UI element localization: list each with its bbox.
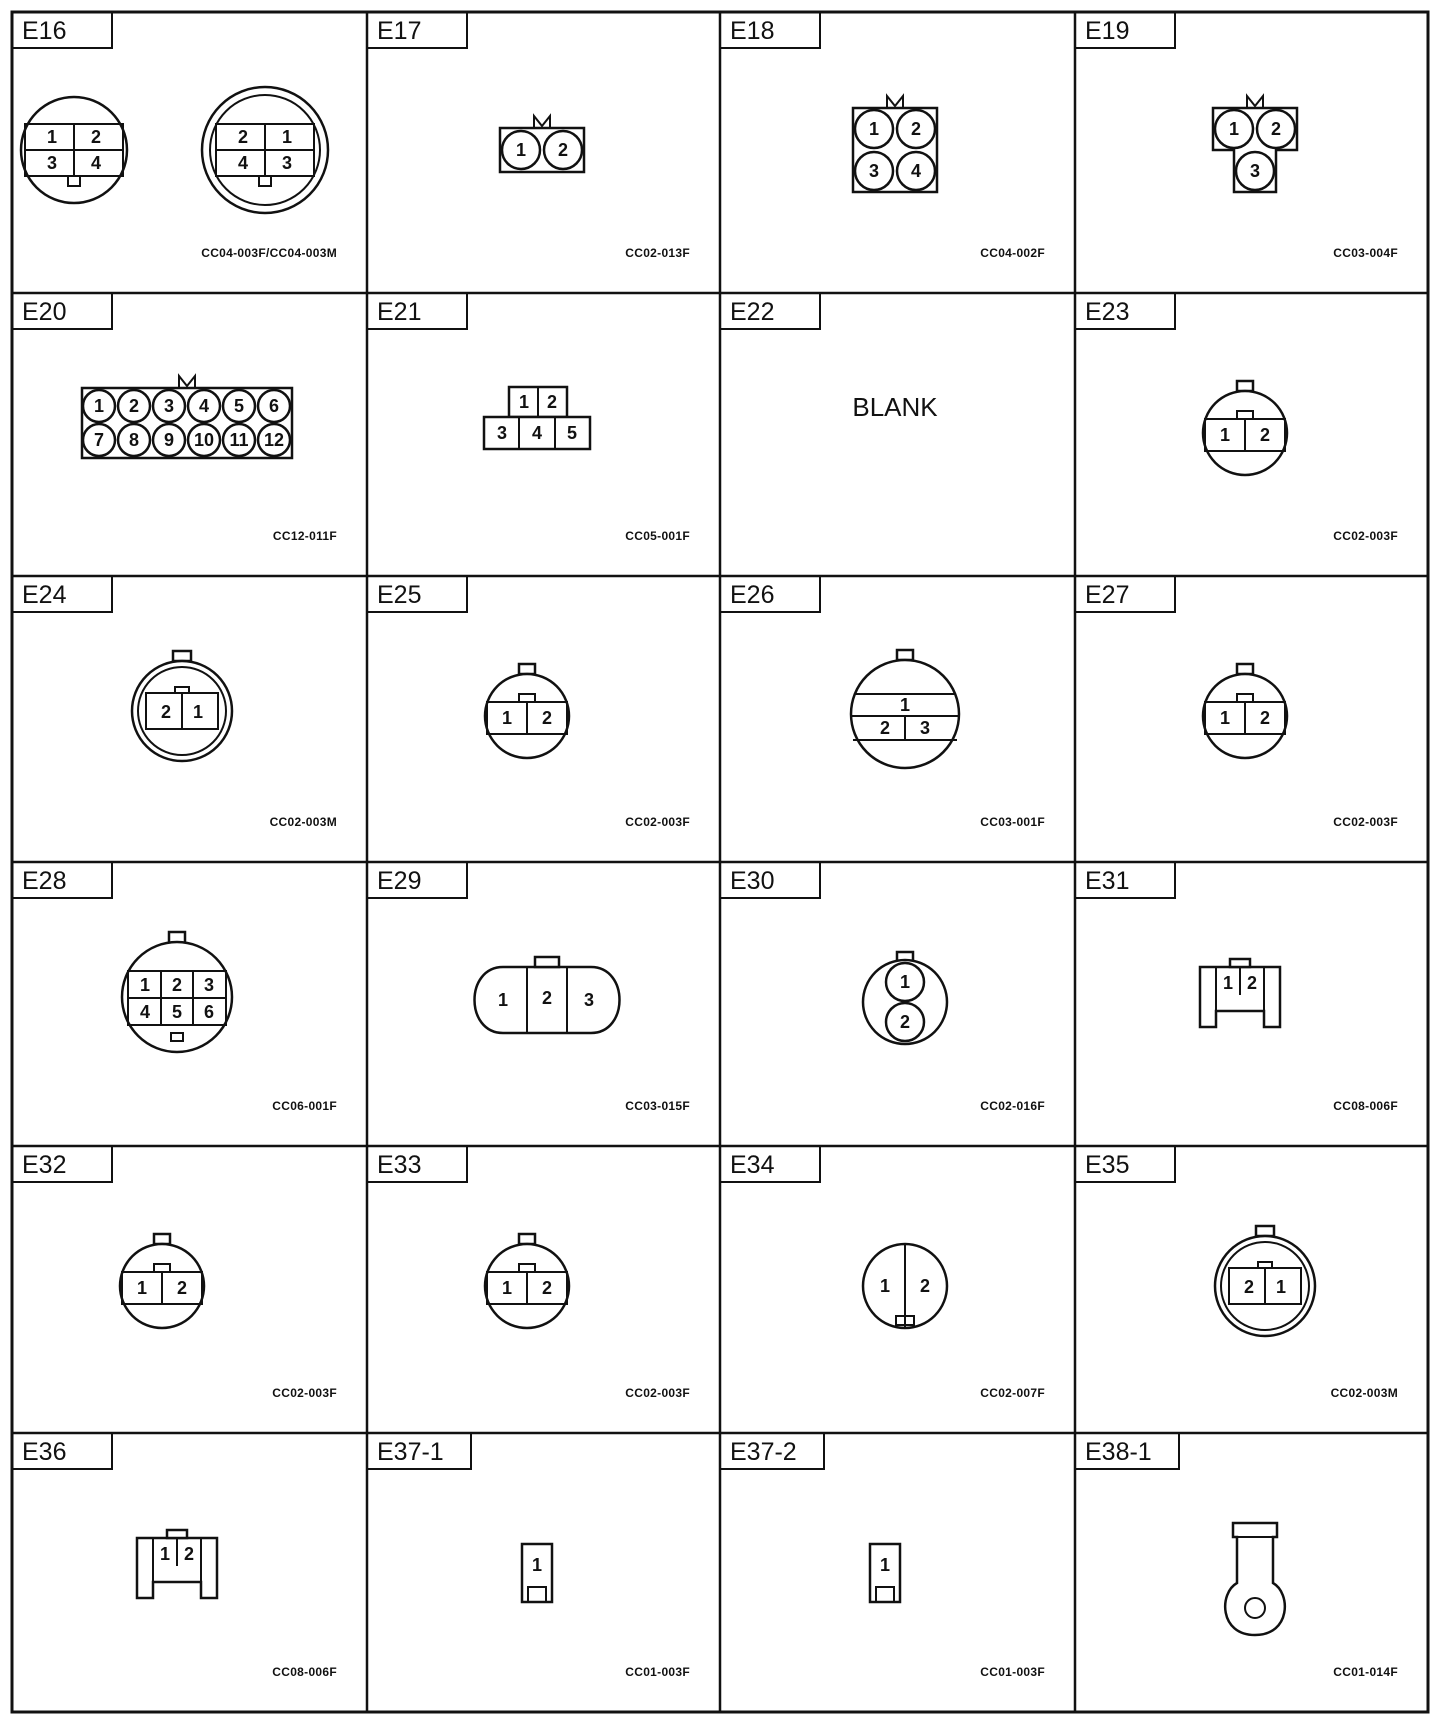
connector-part-code: CC02-003F xyxy=(272,1386,337,1400)
pin-label: 1 xyxy=(281,127,293,147)
pin-label: 1 xyxy=(1222,973,1234,993)
pin-label: 3 xyxy=(583,990,595,1010)
pin-label: 5 xyxy=(566,423,578,443)
connector-id: E33 xyxy=(377,1151,422,1179)
connector-cell xyxy=(720,1433,1045,1679)
latch-mark xyxy=(534,116,550,128)
pin-label: 1 xyxy=(531,1555,543,1575)
connector-part-code: CC03-015F xyxy=(625,1099,690,1113)
connector-id: E37-2 xyxy=(730,1438,797,1466)
connector-cell xyxy=(12,862,337,1113)
pin-label: 1 xyxy=(1228,119,1240,139)
connector-part-code: CC02-003M xyxy=(1330,1386,1398,1400)
latch-tab xyxy=(1237,381,1253,391)
pin-label: 2 xyxy=(183,1544,195,1564)
pin-label: 2 xyxy=(546,392,558,412)
pin-label: 2 xyxy=(90,127,102,147)
pin-label: 2 xyxy=(541,708,553,728)
pin-label: 5 xyxy=(233,396,245,416)
connector-id: E16 xyxy=(22,17,67,45)
connector-id: E23 xyxy=(1085,298,1130,326)
pin-label: 2 xyxy=(879,718,891,738)
pin-label: 4 xyxy=(237,153,249,173)
connector-id: E17 xyxy=(377,17,422,45)
pin-label: 1 xyxy=(192,702,204,722)
pin-label: 1 xyxy=(868,119,880,139)
connector-part-code: CC03-001F xyxy=(980,815,1045,829)
connector-id: E20 xyxy=(22,298,67,326)
connector-face-diagram xyxy=(1215,1226,1315,1336)
connector-id: E19 xyxy=(1085,17,1130,45)
connector-cell xyxy=(1075,1433,1398,1679)
pin-label: 1 xyxy=(497,990,509,1010)
latch-tab xyxy=(1230,959,1250,967)
latch-tab xyxy=(535,957,559,967)
connector-face-diagram xyxy=(853,96,937,192)
pin-label: 9 xyxy=(163,430,175,450)
pin-label: 4 xyxy=(910,161,922,181)
connector-cell xyxy=(12,1146,337,1400)
connector-part-code: CC04-003F/CC04-003M xyxy=(201,246,337,260)
connector-face-diagram xyxy=(522,1544,552,1602)
connector-face-diagram xyxy=(851,650,959,768)
latch-tab xyxy=(167,1530,187,1538)
connector-id: E25 xyxy=(377,581,422,609)
latch-tab xyxy=(897,650,913,660)
pin-label: 5 xyxy=(171,1002,183,1022)
connector-face-diagram xyxy=(1203,381,1287,475)
connector-cell xyxy=(720,293,938,422)
connector-part-code: CC02-003F xyxy=(625,815,690,829)
pin-label: 1 xyxy=(1219,708,1231,728)
pin-label: 3 xyxy=(46,153,58,173)
connector-face-diagram xyxy=(485,1234,569,1328)
pin-label: 2 xyxy=(910,119,922,139)
connector-part-code: CC03-004F xyxy=(1333,246,1398,260)
pin-label: 3 xyxy=(281,153,293,173)
latch-tab xyxy=(1237,664,1253,674)
pin-label: 4 xyxy=(90,153,102,173)
connector-face-diagram xyxy=(1203,664,1287,758)
latch-mark xyxy=(887,96,903,108)
connector-cell xyxy=(12,1433,337,1679)
connector-cell xyxy=(12,12,337,260)
connector-part-code: CC01-014F xyxy=(1333,1665,1398,1679)
pin-label: 1 xyxy=(159,1544,171,1564)
latch-tab xyxy=(154,1234,170,1244)
pin-label: 1 xyxy=(139,975,151,995)
connector-face-diagram xyxy=(21,87,328,213)
pin-label: 1 xyxy=(501,1278,513,1298)
connector-cell xyxy=(720,862,1045,1113)
connector-part-code: CC01-003F xyxy=(625,1665,690,1679)
connector-part-code: CC08-006F xyxy=(1333,1099,1398,1113)
pin-label: 2 xyxy=(237,127,249,147)
blank-label: BLANK xyxy=(852,392,938,422)
connector-part-code: CC02-013F xyxy=(625,246,690,260)
pin-label: 1 xyxy=(1219,425,1231,445)
latch-mark xyxy=(1247,96,1263,108)
connector-part-code: CC05-001F xyxy=(625,529,690,543)
connector-cell xyxy=(720,1146,1045,1400)
connector-cell xyxy=(1075,12,1398,260)
connector-part-code: CC02-003F xyxy=(625,1386,690,1400)
connector-cell xyxy=(367,12,690,260)
latch-tab xyxy=(519,664,535,674)
connector-face-diagram xyxy=(485,664,569,758)
pin-label: 1 xyxy=(518,392,530,412)
connector-id: E31 xyxy=(1085,867,1130,895)
connector-part-code: CC02-007F xyxy=(980,1386,1045,1400)
connector-id: E18 xyxy=(730,17,775,45)
connector-part-code: CC12-011F xyxy=(272,529,337,543)
pin-label: 2 xyxy=(1259,708,1271,728)
pin-label: 2 xyxy=(176,1278,188,1298)
connector-id: E38-1 xyxy=(1085,1438,1152,1466)
pin-label: 2 xyxy=(171,975,183,995)
connector-part-code: CC08-006F xyxy=(272,1665,337,1679)
connector-face-diagram xyxy=(475,957,620,1033)
connector-face-diagram xyxy=(82,376,292,458)
connector-cell xyxy=(367,1433,690,1679)
connector-face-diagram xyxy=(1213,96,1297,192)
pin-label: 2 xyxy=(1270,119,1282,139)
pin-label: 4 xyxy=(531,423,543,443)
connector-cell xyxy=(720,12,1045,260)
connector-cells xyxy=(12,12,1398,1679)
connector-id: E29 xyxy=(377,867,422,895)
connector-cell xyxy=(1075,1146,1398,1400)
connector-cell xyxy=(367,862,690,1113)
connector-id: E21 xyxy=(377,298,422,326)
pin-label: 2 xyxy=(1243,1277,1255,1297)
connector-face-diagram xyxy=(870,1544,900,1602)
connector-face-diagram xyxy=(863,952,947,1044)
pin-label: 2 xyxy=(899,1012,911,1032)
pin-label: 3 xyxy=(203,975,215,995)
connector-face-diagram xyxy=(500,116,584,172)
latch-tab xyxy=(1256,1226,1274,1236)
connector-part-code: CC02-003M xyxy=(269,815,337,829)
connector-id: E28 xyxy=(22,867,67,895)
connector-part-code: CC01-003F xyxy=(980,1665,1045,1679)
pin-label: 1 xyxy=(879,1555,891,1575)
pin-label: 3 xyxy=(868,161,880,181)
pin-label: 3 xyxy=(919,718,931,738)
pin-label: 3 xyxy=(163,396,175,416)
connector-id: E35 xyxy=(1085,1151,1130,1179)
connector-cell xyxy=(12,293,337,543)
connector-face-diagram xyxy=(1225,1523,1285,1635)
pin-label: 2 xyxy=(541,1278,553,1298)
pin-label: 7 xyxy=(93,430,105,450)
connector-id: E32 xyxy=(22,1151,67,1179)
connector-face-diagram xyxy=(122,932,232,1052)
pin-label: 6 xyxy=(268,396,280,416)
pin-label: 1 xyxy=(501,708,513,728)
pin-label: 2 xyxy=(541,988,553,1008)
connector-cell xyxy=(367,576,690,829)
pin-label: 1 xyxy=(136,1278,148,1298)
connector-face-diagram xyxy=(132,651,232,761)
pin-label: 4 xyxy=(139,1002,151,1022)
latch-tab xyxy=(173,651,191,661)
pin-label: 2 xyxy=(128,396,140,416)
connector-cell xyxy=(1075,293,1398,543)
pin-label: 2 xyxy=(160,702,172,722)
connector-face-diagram xyxy=(1200,959,1280,1027)
connector-part-code: CC06-001F xyxy=(272,1099,337,1113)
connector-cell xyxy=(1075,862,1398,1113)
latch-mark xyxy=(179,376,195,388)
connector-part-code: CC04-002F xyxy=(980,246,1045,260)
pin-label: 1 xyxy=(899,695,911,715)
pin-label: 2 xyxy=(1259,425,1271,445)
pin-label: 2 xyxy=(557,140,569,160)
grid-lines xyxy=(12,12,1428,1712)
connector-id: E26 xyxy=(730,581,775,609)
connector-cell xyxy=(367,293,690,543)
connector-cell xyxy=(12,576,337,829)
pin-label: 4 xyxy=(198,396,210,416)
connector-cell xyxy=(720,576,1045,829)
connector-cell xyxy=(367,1146,690,1400)
pin-label: 2 xyxy=(1246,973,1258,993)
pin-label: 3 xyxy=(496,423,508,443)
pin-label: 3 xyxy=(1249,161,1261,181)
connector-id: E37-1 xyxy=(377,1438,444,1466)
pin-label: 1 xyxy=(93,396,105,416)
connector-face-diagram xyxy=(137,1530,217,1598)
connector-part-code: CC02-003F xyxy=(1333,529,1398,543)
connector-id: E30 xyxy=(730,867,775,895)
connector-face-diagram xyxy=(120,1234,204,1328)
connector-face-diagram xyxy=(852,392,938,422)
connector-id: E24 xyxy=(22,581,67,609)
connector-cell xyxy=(1075,576,1398,829)
pin-label: 1 xyxy=(879,1276,891,1296)
connector-id: E27 xyxy=(1085,581,1130,609)
latch-tab xyxy=(519,1234,535,1244)
pin-label: 6 xyxy=(203,1002,215,1022)
pin-label: 11 xyxy=(229,430,249,450)
connector-face-diagram xyxy=(863,1244,947,1328)
pin-label: 2 xyxy=(919,1276,931,1296)
connector-part-code: CC02-003F xyxy=(1333,815,1398,829)
connector-id: E36 xyxy=(22,1438,67,1466)
connector-id: E34 xyxy=(730,1151,775,1179)
pin-label: 1 xyxy=(46,127,58,147)
pin-label: 1 xyxy=(899,972,911,992)
pin-label: 1 xyxy=(1275,1277,1287,1297)
connector-part-code: CC02-016F xyxy=(980,1099,1045,1113)
connector-face-diagram xyxy=(484,387,590,449)
pin-label: 8 xyxy=(128,430,140,450)
pin-label: 12 xyxy=(263,430,285,450)
connector-id: E22 xyxy=(730,298,775,326)
pin-label: 10 xyxy=(193,430,215,450)
pin-label: 1 xyxy=(515,140,527,160)
